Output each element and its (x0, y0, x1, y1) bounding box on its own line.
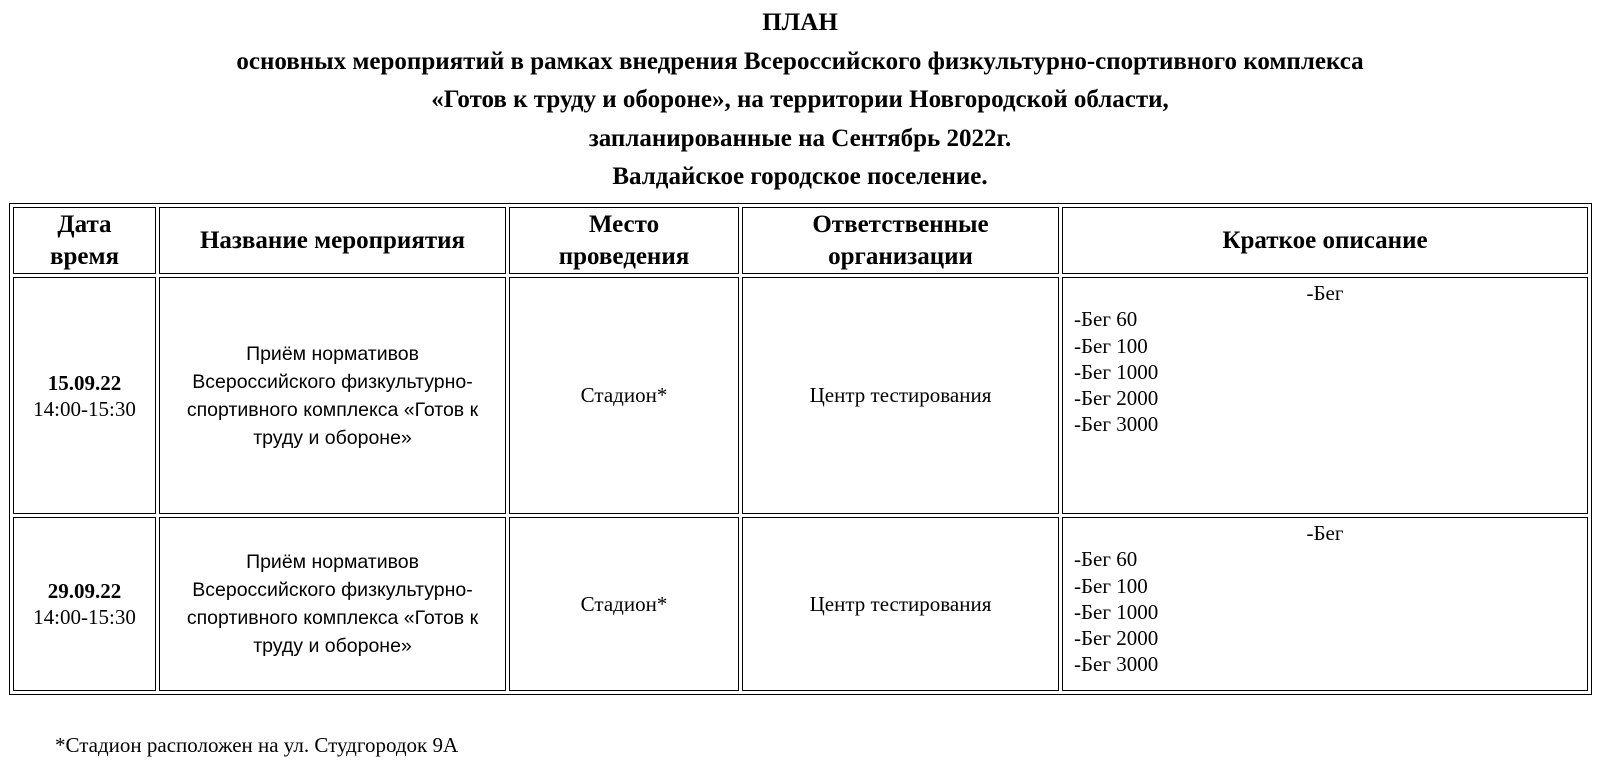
description-heading: -Бег (1306, 521, 1344, 545)
header-org-line1: Ответственные (812, 210, 989, 238)
header-date (13, 207, 156, 274)
title-subject: основных мероприятий в рамках внедрения Всероссийского физкультурно-спортивного комплекса (236, 47, 1364, 75)
event-time: 14:00-15:30 (33, 396, 136, 421)
title-period: запланированные на Сентябрь 2022г. (588, 124, 1012, 152)
header-place-line1: Место (588, 210, 660, 238)
event-time: 14:00-15:30 (33, 605, 136, 629)
event-org: Центр тестирования (742, 277, 1059, 514)
list-item: -Бег 100 (1074, 333, 1148, 358)
list-item: -Бег 3000 (1074, 652, 1159, 677)
header-desc: Краткое описание (1062, 207, 1588, 274)
event-place: Стадион* (509, 277, 739, 514)
table-row (13, 277, 1588, 514)
description-list (1063, 306, 1587, 437)
event-description (1062, 277, 1588, 514)
table-header-row (13, 207, 1588, 274)
list-item: -Бег 3000 (1074, 412, 1159, 437)
event-name: Приём нормативов Всероссийского физкультурно-спортивного комплекса «Готов к труду и обороне» (186, 342, 479, 449)
list-item: -Бег 1000 (1074, 359, 1159, 384)
list-item: -Бег 2000 (1074, 386, 1159, 411)
event-description (1062, 517, 1588, 691)
event-org: Центр тестирования (742, 517, 1059, 691)
list-item: -Бег 1000 (1074, 599, 1159, 624)
title-plan: ПЛАН (762, 9, 838, 36)
document-title (0, 4, 1600, 197)
header-org (742, 207, 1059, 274)
list-item: -Бег 2000 (1074, 626, 1159, 651)
table-row (13, 517, 1588, 691)
date-cell (13, 277, 156, 514)
date-cell (13, 517, 156, 691)
footnote: *Стадион расположен на ул. Студгородок 9А (55, 733, 459, 757)
header-name: Название мероприятия (159, 207, 506, 274)
header-date-line2: время (49, 242, 120, 270)
description-list (1063, 546, 1587, 677)
header-place (509, 207, 739, 274)
list-item: -Бег 60 (1074, 307, 1138, 332)
header-date-line1: Дата (57, 210, 112, 238)
event-name-cell (159, 277, 506, 514)
events-table (9, 203, 1592, 695)
event-name-cell (159, 517, 506, 691)
list-item: -Бег 100 (1074, 573, 1148, 598)
event-place: Стадион* (509, 517, 739, 691)
header-place-line2: проведения (558, 242, 690, 270)
title-settlement: Валдайское городское поселение. (612, 163, 988, 190)
event-date: 15.09.22 (47, 370, 122, 395)
list-item: -Бег 60 (1074, 547, 1138, 572)
event-date: 29.09.22 (47, 579, 122, 603)
description-heading: -Бег (1306, 281, 1344, 305)
header-org-line2: организации (828, 242, 973, 270)
event-name: Приём нормативов Всероссийского физкультурно-спортивного комплекса «Готов к труду и обороне» (186, 551, 479, 657)
title-complex: «Готов к труду и обороне», на территории Новгородской области, (431, 86, 1169, 113)
